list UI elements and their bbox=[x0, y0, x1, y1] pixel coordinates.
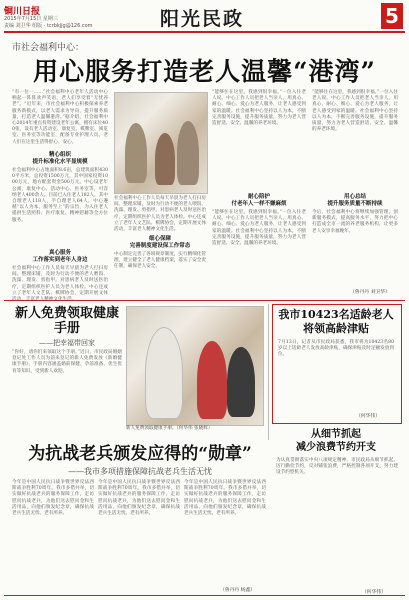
story4-body-col1: 今年是中国人民抗日战争暨世界反法西斯战争胜利70周年。我市多措并举，切实做好抗战老兵的服务保障工作，走访慰问抗战老兵，为他们送去慰问金和生活用品，向他们颁发纪念章，确保抗战老兵生活无忧、老有所养。 bbox=[12, 480, 94, 517]
lead-body-col3b: “能够住在这里，我感到很幸福。”一位入住老人说。中心工作人员把老人当亲人，用真心、耐心、细心、爱心为老人服务，让老人感受到家的温暖。社会福利中心坚持以人为本，不断完善服务设施，提升服务质量，努力为老人营造舒适、安全、温馨的养老环境。 bbox=[212, 210, 306, 247]
lead-body-col2: 社会福利中心工作人员每天早晨为老人打扫房间、整理床铺，及时为行动不便的老人喂饭、洗澡、理发、剪指甲。对患病老人及时送医治疗，定期组织医护人员为老人体检。中心还成立了老年人文艺队、棋牌协会，定期开展文体活动，丰富老人精神文化生活。 bbox=[114, 196, 206, 233]
lead-photo bbox=[114, 92, 208, 194]
lead-body-col1: “有一位一……”社会福利中心老年人活动中心响起一阵阵欢声笑语，老人们享受着“无忧养老”。“近年来，市社会福利中心积极探索养老服务新模式，以老人需求为导向，提升服务质量，打造老人温馨港湾。”据介绍，社会福利中心2014年重点投资建设老年公寓，拥有床位400张，设有老人活动室、康复室、棋牌室、阅览室、医务室等功能室，配备专业护理人员。老人们在这里生活得舒心、安心。 bbox=[12, 90, 108, 145]
story5-body: 为认真贯彻落实中央八项规定精神，市民政局从细节抓起，厉行勤俭节约，反对铺张浪费，严格控制各项开支，努力建设节约型机关。 bbox=[276, 458, 398, 476]
story2-photo bbox=[126, 306, 264, 426]
column-divider bbox=[268, 304, 269, 440]
lead-subhead-2: 真心服务 工作落实到老年人身边 bbox=[32, 250, 88, 263]
lead-body-col4: “能够住在这里，我感到很幸福。”一位入住老人说。中心工作人员把老人当亲人，用真心、耐心、细心、爱心为老人服务，让老人感受到家的温暖。社会福利中心坚持以人为本，不断完善服务设施，提升服务质量，努力为老人营造舒适、安全、温馨的养老环境。 bbox=[312, 90, 398, 133]
story3-body: 7月13日，记者从市民政局获悉，我市将为10423名80岁以上适龄老人发放高龄津贴，确保津贴及时足额发放到位。 bbox=[278, 340, 394, 358]
story2-caption: 新人免费领取健康手册。（何华伟 张晓辉） bbox=[126, 426, 213, 431]
lead-subhead-4: 耐心陪护 付老年人一样不嫌麻烦 bbox=[231, 194, 287, 207]
masthead-info bbox=[4, 4, 144, 28]
story4-body-col2: 今年是中国人民抗日战争暨世界反法西斯战争胜利70周年。我市多措并举，切实做好抗战老兵的服务保障工作，走访慰问抗战老兵，为他们送去慰问金和生活用品，向他们颁发纪念章，确保抗战老兵生活无忧、老有所养。 bbox=[98, 480, 180, 517]
lead-kicker: 市社会福利中心： bbox=[12, 43, 85, 53]
lead-headline: 用心服务打造老人温馨“港湾” bbox=[33, 57, 376, 86]
story4-subhead: ——我市多项措施保障抗战老兵生活无忧 bbox=[68, 467, 212, 476]
story4-body-col3: 今年是中国人民抗日战争暨世界反法西斯战争胜利70周年。我市多措并举，切实做好抗战老兵的服务保障工作，走访慰问抗战老兵，为他们送去慰问金和生活用品，向他们颁发纪念章，确保抗战老兵生活无忧、老有所养。 bbox=[184, 480, 266, 517]
story4-byline: （鲁丹丹 杨鑫） bbox=[220, 588, 256, 593]
lead-byline: （鲁丹丹 刘卫华） bbox=[350, 290, 390, 295]
paper-name: 铜川日报 bbox=[4, 7, 41, 17]
story3-byline: （何华伟） bbox=[356, 414, 380, 419]
lead-body-col2b: 中心制定完善了各项规章制度，实行精细化管理，建立健全了老人健康档案，落实了安全责任制，确保老人安全。 bbox=[114, 252, 206, 270]
story5-headline: 从细节抓起 减少浪费节约开支 bbox=[296, 429, 376, 453]
story3-headline: 我市10423名适龄老人将领高龄津贴 bbox=[278, 308, 394, 335]
story5-byline: （何华伟） bbox=[362, 590, 386, 595]
header-rule bbox=[4, 31, 405, 33]
lead-subhead-1: 精心组织 提升标准化水平显规模 bbox=[32, 152, 88, 165]
section-title: 阳光民政 bbox=[160, 8, 245, 30]
lead-body-col4b: 今后，社会福利中心将继续加强管理，创新服务模式，提高服务水平，努力把中心打造成全市一流的养老服务机构，让更多老人安享幸福晚年。 bbox=[312, 210, 398, 234]
story2-headline: 新人免费领取健康手册 bbox=[14, 306, 119, 336]
lead-subhead-5: 用心总结 提升服务质量不断持续 bbox=[327, 194, 383, 207]
page-number: 5 bbox=[381, 3, 403, 29]
story4-headline: 为抗战老兵颁发应得的“勋章” bbox=[28, 444, 252, 464]
footer-rule bbox=[4, 595, 405, 596]
date-line: 2015年7月15日 星期三 bbox=[4, 16, 58, 22]
lead-body-col1b: 社会福利中心占地面积8.6亩，总建筑面积4300平方米，总投资1500万元，其中国家投资1000万元，地方配套资金500万元。中心设老年公寓、康复中心、活动中心、医务室等，可容纳老人400余人。目前已入住老人182人，其中自理老人118人，半自理老人64人。中心遵循“以人为本、服务至上”的宗旨，为入住老人提供生活照料、医疗康复、精神慰藉等全方位服务。 bbox=[12, 168, 108, 223]
editor-line: 责编 刘卫华 组版 · tcrbkjjg@126.com bbox=[4, 23, 93, 29]
section-rule-1 bbox=[4, 300, 405, 301]
lead-body-col1c: 社会福利中心工作人员每天早晨为老人打扫房间、整理床铺，及时为行动不便的老人喂饭、洗澡、理发、剪指甲。对患病老人及时送医治疗，定期组织医护人员为老人体检。中心还成立了老年人文艺队、棋牌协会，定期开展文体 bbox=[12, 266, 108, 296]
story2-subhead: ——把幸福带回家 bbox=[39, 339, 95, 347]
story2-body: “你好，请你们来领取这个手册。”近日，市民政局婚姻登记处工作人员为前来登记的新人免费发放《新婚健康手册》，手册内容涵盖婚前保健、孕前准备、优生优育等知识，受到新人欢迎。 bbox=[12, 350, 122, 374]
lead-subhead-3: 细心保障 完善制度建设保工作常态 bbox=[129, 236, 191, 249]
lead-body-col3: “能够住在这里，我感到很幸福。”一位入住老人说。中心工作人员把老人当亲人，用真心、耐心、细心、爱心为老人服务，让老人感受到家的温暖。社会福利中心坚持以人为本，不断完善服务设施，提升服务质量，努力为老人营造舒适、安全、温馨的养老环境。 bbox=[212, 90, 306, 127]
